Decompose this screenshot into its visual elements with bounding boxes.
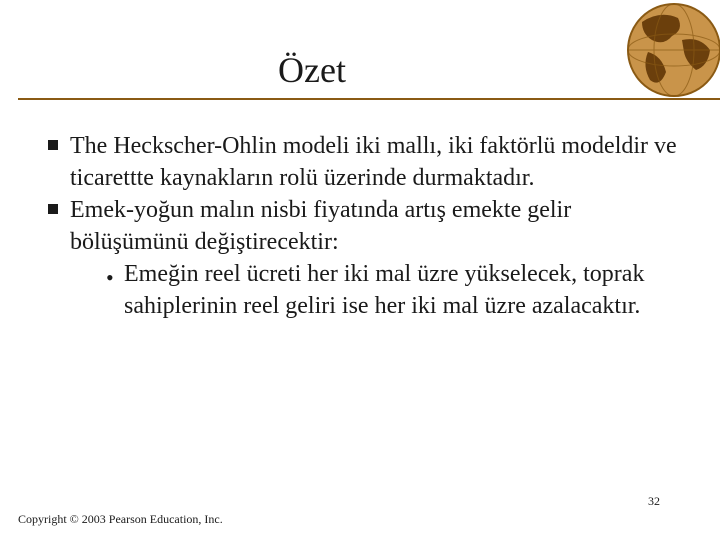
slide-title: Özet bbox=[278, 50, 346, 90]
square-bullet-icon bbox=[48, 140, 58, 150]
bullet-text: The Heckscher-Ohlin modeli iki mallı, iki faktörlü modeldir ve ticarettte kaynakların rolü üzerinde durmaktadır. bbox=[70, 133, 677, 191]
title-divider bbox=[18, 98, 720, 100]
globe-icon bbox=[612, 0, 720, 100]
square-bullet-icon bbox=[48, 204, 58, 214]
sub-bullet-text: Emeğin reel ücreti her iki mal üzre yükselecek, toprak sahiplerinin reel geliri ise her iki mal üzre azalacaktır. bbox=[124, 261, 645, 319]
bullet-item bbox=[48, 130, 688, 194]
bullet-text: Emek-yoğun malın nisbi fiyatında artış emekte gelir bölüşümünü değiştirecektir: bbox=[70, 197, 572, 255]
copyright-notice: Copyright © 2003 Pearson Education, Inc. bbox=[18, 512, 223, 526]
bullet-item bbox=[48, 194, 688, 258]
page-number: 32 bbox=[648, 494, 660, 508]
bullet-list bbox=[48, 130, 688, 322]
sub-bullet-item bbox=[102, 258, 688, 322]
dot-bullet-icon: • bbox=[106, 265, 114, 290]
